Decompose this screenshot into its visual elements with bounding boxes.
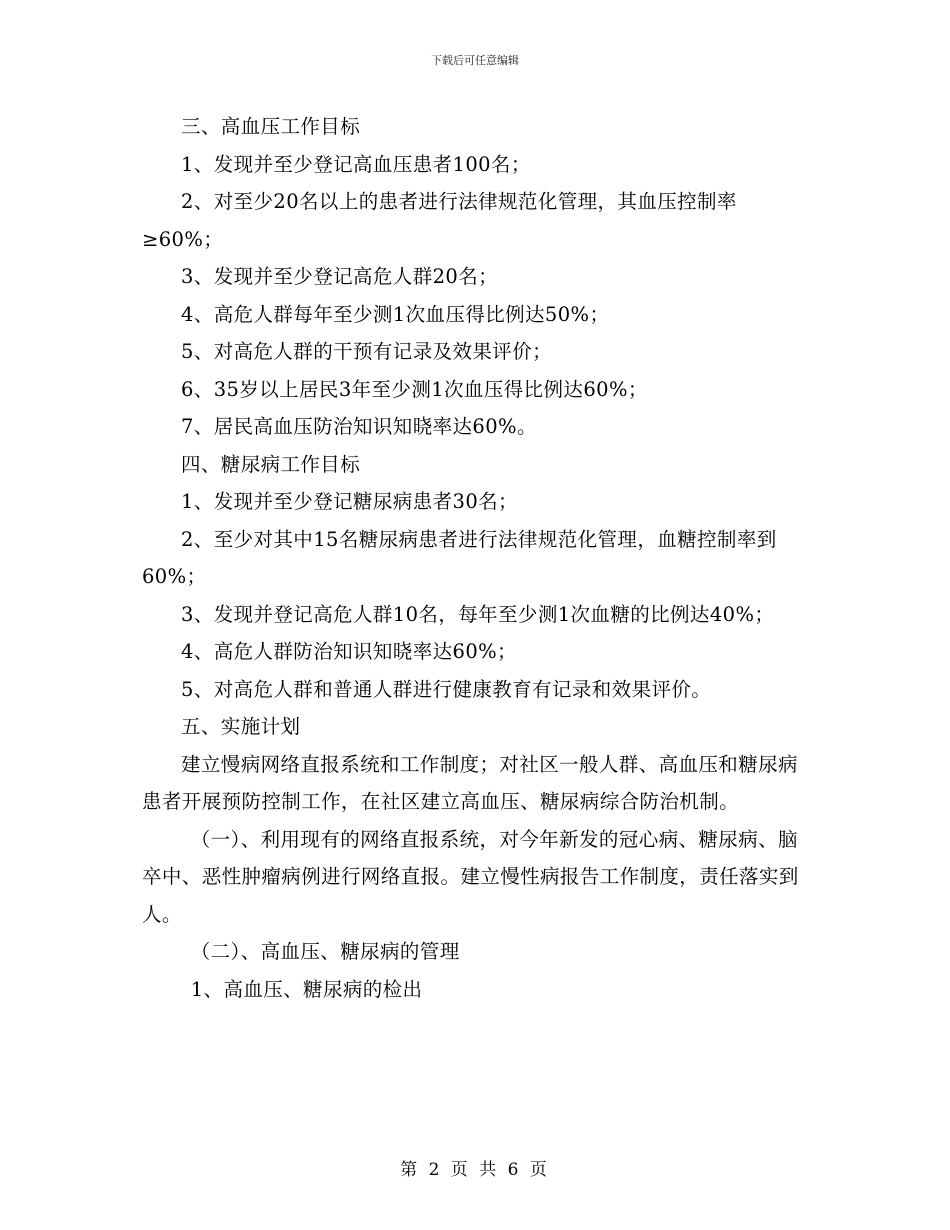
paragraph: 6、35岁以上居民3年至少测1次血压得比例达60%；: [181, 377, 648, 401]
paragraph: 3、发现并登记高危人群10名，每年至少测1次血糖的比例达40%；: [181, 602, 775, 626]
section-heading-implementation-plan: 五、实施计划: [181, 715, 301, 738]
paragraph: 2、对至少20名以上的患者进行法律规范化管理，其血压控制率≥60%；: [142, 190, 737, 251]
paragraph: 2、至少对其中15名糖尿病患者进行法律规范化管理，血糖控制率到60%；: [142, 527, 777, 588]
paragraph: 建立慢病网络直报系统和工作制度；对社区一般人群、高血压和糖尿病患者开展预防控制工作，在社区建立高血压、糖尿病综合防治机制。: [142, 752, 798, 813]
paragraph: 1、发现并至少登记糖尿病患者30名；: [181, 490, 518, 513]
section-heading-hypertension-goals: 三、高血压工作目标: [181, 115, 361, 138]
section-heading-diabetes-goals: 四、糖尿病工作目标: [181, 452, 361, 476]
page-header: 下载后可任意编辑: [431, 54, 519, 67]
subsection-heading: （二）、高血压、糖尿病的管理: [190, 940, 460, 963]
paragraph: 7、居民高血压防治知识知晓率达60%。: [181, 415, 537, 438]
page-footer: 第 2 页 共 6 页: [400, 1160, 550, 1180]
subsection-heading: 1、高血压、糖尿病的检出: [190, 977, 423, 1001]
paragraph: 1、发现并至少登记高血压患者100名；: [181, 152, 531, 176]
paragraph: 5、对高危人群和普通人群进行健康教育有记录和效果评价。: [181, 677, 712, 701]
paragraph: 4、高危人群每年至少测1次血压得比例达50%；: [181, 302, 610, 326]
paragraph: 3、发现并至少登记高危人群20名；: [181, 265, 499, 288]
document-body: [142, 108, 810, 1008]
paragraph: （一）、利用现有的网络直报系统，对今年新发的冠心病、糖尿病、脑卒中、恶性肿瘤病例进行网络直报。建立慢性病报告工作制度，责任落实到人。: [142, 827, 799, 926]
paragraph: 4、高危人群防治知识知晓率达60%；: [181, 640, 517, 663]
paragraph: 5、对高危人群的干预有记录及效果评价；: [181, 340, 553, 363]
